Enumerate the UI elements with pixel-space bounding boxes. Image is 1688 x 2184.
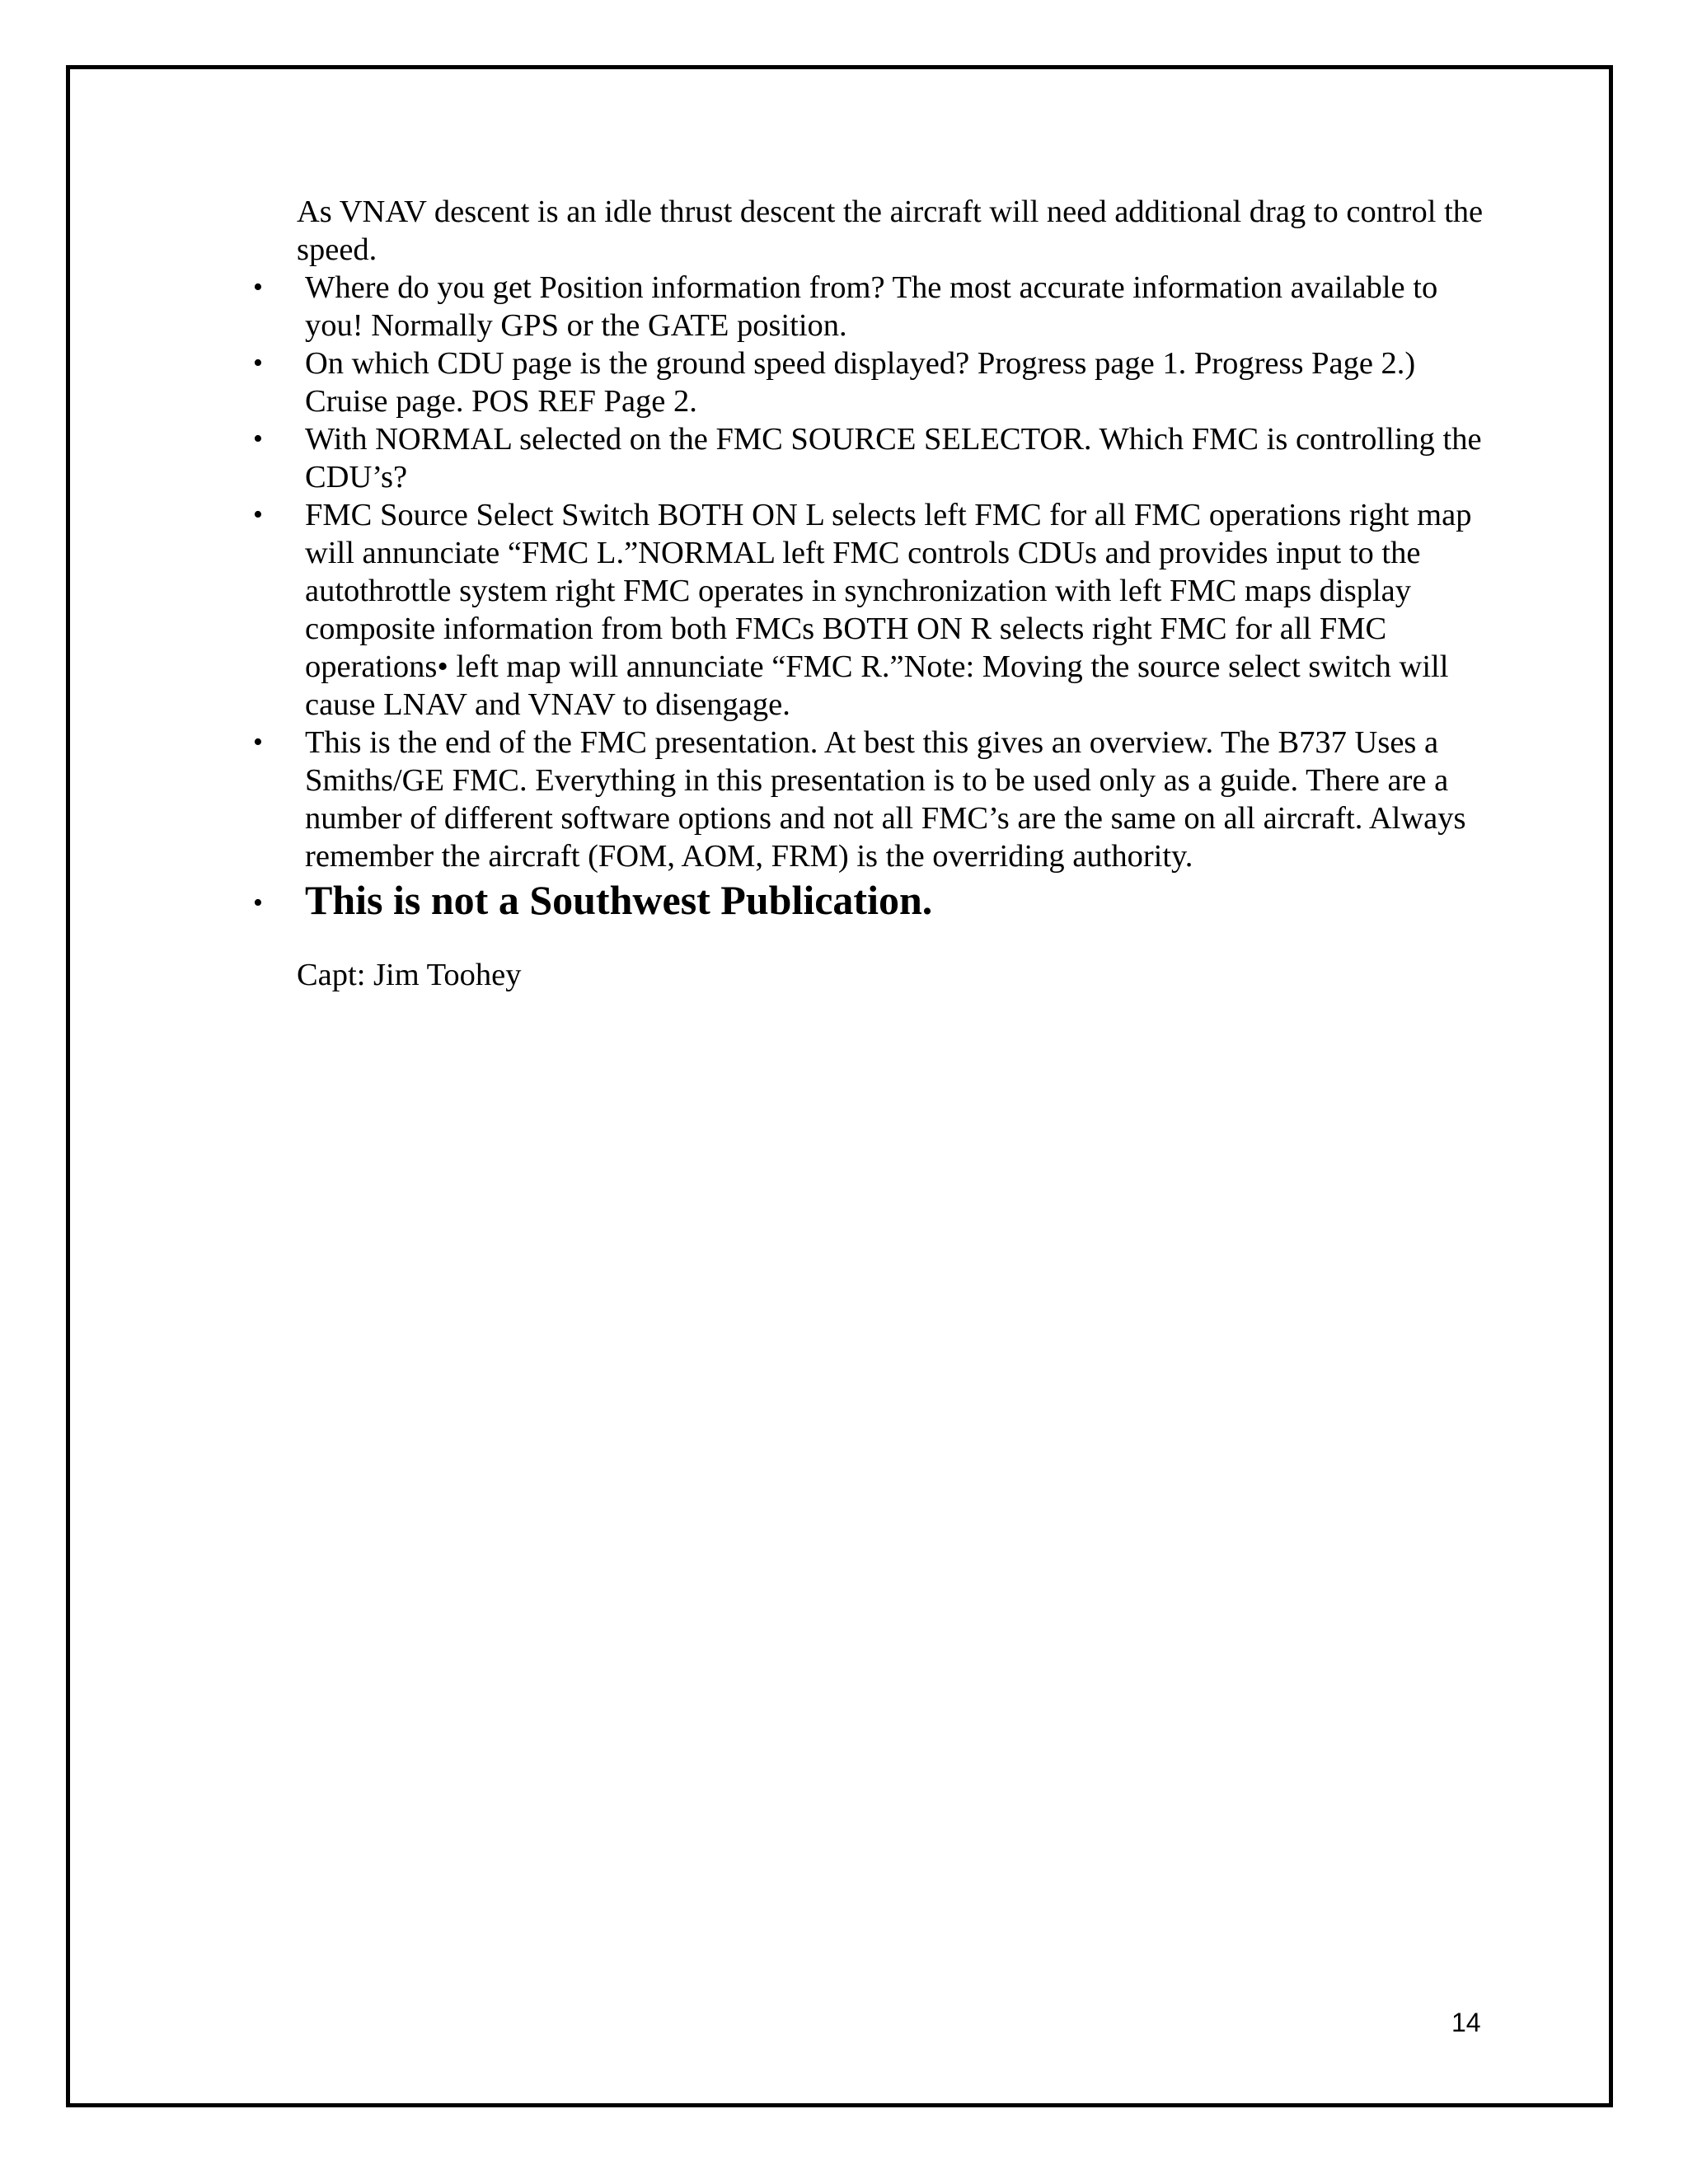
list-item-text: On which CDU page is the ground speed displayed? Progress page 1. Progress Page 2.) Cruise page. POS REF Page 2. — [305, 346, 1416, 419]
page-number: 14 — [1451, 2008, 1481, 2037]
bullet-icon: • — [253, 888, 263, 918]
bullet-icon: • — [253, 272, 263, 302]
bullet-icon: • — [253, 348, 263, 378]
list-item — [253, 724, 1492, 875]
bullet-icon: • — [253, 727, 263, 757]
list-item-text: FMC Source Select Switch BOTH ON L selects left FMC for all FMC operations right map will annunciate “FMC L.”NORMAL left FMC controls CDUs and provides input to the autothrottle system right FMC operates in synchronization with left FMC maps display composite information from both FMCs BOTH ON R selects right FMC for all FMC operations• left map will annunciate “FMC R.”Note: Moving the source select switch will cause LNAV and VNAV to disengage. — [305, 498, 1472, 722]
list-item — [253, 420, 1492, 496]
list-item — [253, 269, 1492, 344]
bullet-icon: • — [253, 499, 263, 530]
bullet-icon: • — [253, 424, 263, 454]
list-item-text: Where do you get Position information from? The most accurate information available to you! Normally GPS or the GATE position. — [305, 270, 1438, 343]
author-signature: Capt: Jim Toohey — [297, 958, 522, 992]
list-item-text: With NORMAL selected on the FMC SOURCE SELECTOR. Which FMC is controlling the CDU’s? — [305, 422, 1482, 494]
disclaimer-text: This is not a Southwest Publication. — [305, 877, 933, 923]
list-item — [253, 496, 1492, 724]
list-item-text: This is the end of the FMC presentation. At best this gives an overview. The B737 Uses a Smiths/GE FMC. Everything in this presentation is to be used only as a guide. There are a number of different software options and not all FMC’s are the same on all aircraft. Always remember the aircraft (FOM, AOM, FRM) is the overriding authority. — [305, 725, 1466, 874]
disclaimer-item — [253, 875, 1492, 925]
continuation-paragraph: As VNAV descent is an idle thrust descent the aircraft will need additional drag to control the speed. — [297, 194, 1484, 267]
document-body — [253, 193, 1492, 1026]
bullet-list — [253, 269, 1492, 925]
list-item — [253, 344, 1492, 420]
